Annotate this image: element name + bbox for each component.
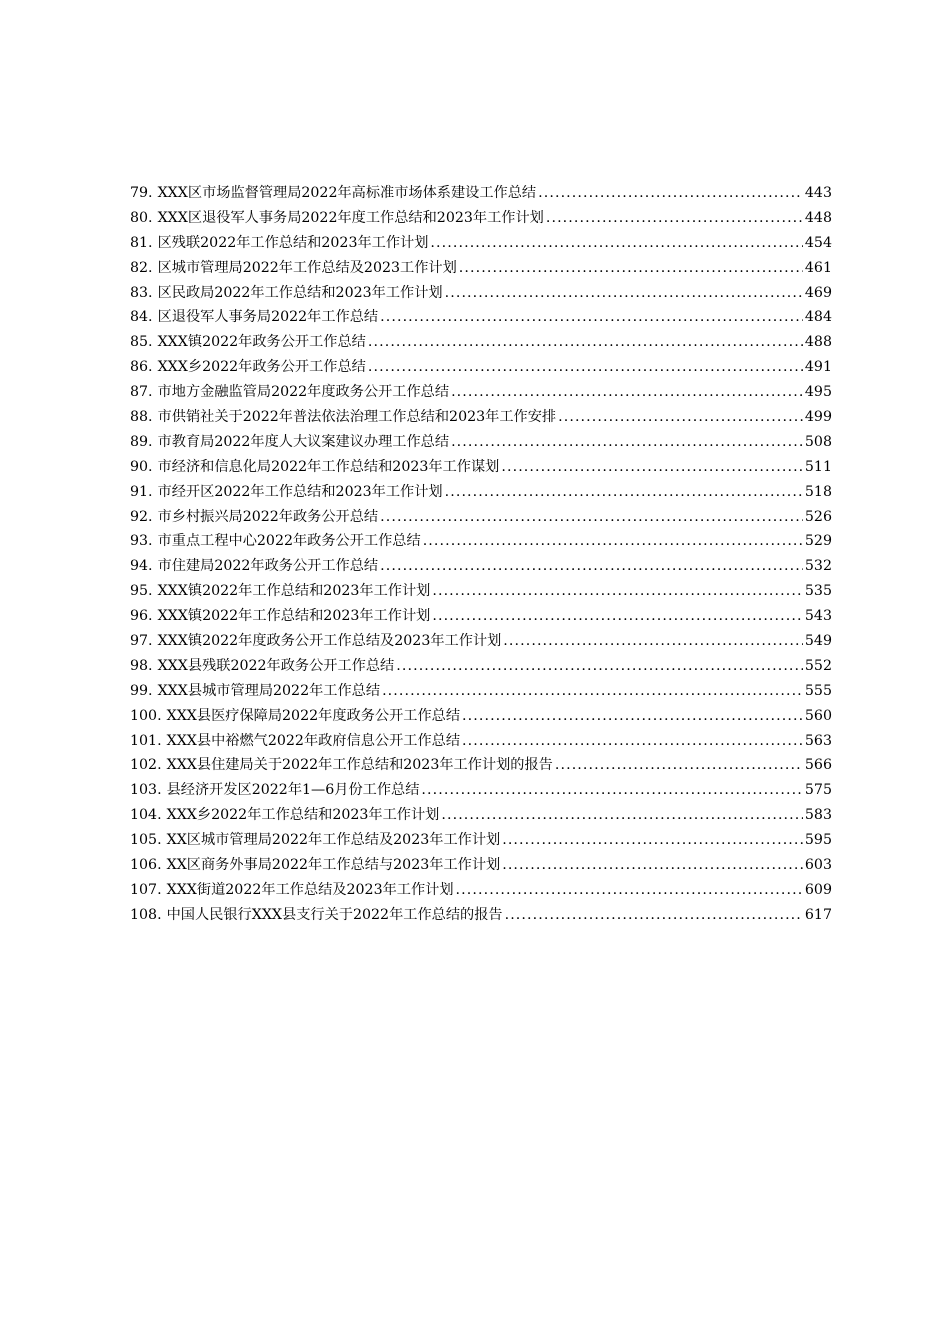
toc-entry-number: 85.: [130, 334, 153, 351]
toc-entry-page-number: 535: [804, 583, 832, 600]
toc-dot-leader: [456, 878, 803, 903]
toc-entry-title: XXX区退役军人事务局2022年度工作总结和2023年工作计划: [157, 209, 544, 226]
toc-entry-title: 市教育局2022年度人大议案建议办理工作总结: [157, 433, 450, 450]
toc-entry[interactable]: [130, 206, 832, 231]
toc-entry[interactable]: [130, 480, 832, 505]
toc-entry-number: 86.: [130, 359, 153, 376]
toc-entry-page-number: 529: [804, 533, 832, 550]
toc-entry[interactable]: [130, 629, 832, 654]
toc-entry[interactable]: [130, 903, 832, 928]
toc-entry-page-number: 511: [804, 458, 832, 475]
toc-entry[interactable]: [130, 405, 832, 430]
toc-dot-leader: [368, 355, 803, 380]
toc-dot-leader: [459, 256, 803, 281]
toc-entry[interactable]: [130, 505, 832, 530]
toc-entry-number: 79.: [130, 185, 153, 201]
toc-dot-leader: [441, 803, 803, 828]
toc-entry-title: XXX县残联2022年政务公开工作总结: [157, 657, 395, 674]
toc-entry-number: 87.: [130, 384, 153, 401]
toc-entry-title: 区民政局2022年工作总结和2023年工作计划: [157, 284, 443, 301]
toc-entry[interactable]: [130, 554, 832, 579]
toc-entry-number: 108.: [130, 906, 162, 923]
toc-entry-number: 102.: [130, 757, 162, 774]
toc-dot-leader: [445, 480, 803, 505]
toc-entry[interactable]: [130, 355, 832, 380]
toc-entry[interactable]: [130, 430, 832, 455]
toc-entry[interactable]: [130, 380, 832, 405]
toc-entry-page-number: 488: [804, 334, 832, 351]
toc-entry-number: 98.: [130, 657, 153, 674]
toc-entry-page-number: 575: [804, 782, 832, 799]
toc-entry[interactable]: [130, 231, 832, 256]
toc-entry[interactable]: [130, 281, 832, 306]
toc-dot-leader: [555, 753, 803, 778]
toc-dot-leader: [380, 305, 803, 330]
toc-entry[interactable]: [130, 853, 832, 878]
toc-entry[interactable]: [130, 679, 832, 704]
toc-entry-number: 91.: [130, 483, 153, 500]
toc-entry-page-number: 609: [804, 881, 832, 898]
toc-entry-title: 县经济开发区2022年1—6月份工作总结: [166, 782, 420, 799]
toc-entry-page-number: 454: [804, 234, 832, 251]
toc-entry[interactable]: [130, 654, 832, 679]
toc-entry[interactable]: [130, 579, 832, 604]
toc-entry[interactable]: [130, 604, 832, 629]
toc-dot-leader: [432, 604, 803, 629]
toc-entry-page-number: 583: [804, 807, 832, 824]
toc-entry-page-number: 595: [804, 832, 832, 849]
toc-entry-number: 99.: [130, 682, 153, 699]
toc-entry-page-number: 555: [804, 682, 832, 699]
toc-entry-title: XXX县中裕燃气2022年政府信息公开工作总结: [166, 732, 461, 749]
toc-entry-title: 市供销社关于2022年普法依法治理工作总结和2023年工作安排: [157, 409, 557, 426]
toc-dot-leader: [423, 529, 803, 554]
toc-entry-title: XXX县城市管理局2022年工作总结: [157, 682, 381, 699]
toc-dot-leader: [380, 554, 803, 579]
toc-entry-page-number: 552: [804, 657, 832, 674]
toc-dot-leader: [382, 679, 803, 704]
toc-entry-page-number: 566: [804, 757, 832, 774]
toc-dot-leader: [505, 903, 803, 928]
toc-entry[interactable]: [130, 878, 832, 903]
toc-entry-title: XXX镇2022年工作总结和2023年工作计划: [157, 608, 431, 625]
toc-entry-title: XX区商务外事局2022年工作总结与2023年工作计划: [166, 857, 501, 874]
toc-entry[interactable]: [130, 181, 832, 206]
toc-entry-number: 92.: [130, 508, 153, 525]
toc-entry-number: 82.: [130, 259, 153, 276]
toc-entry-page-number: 484: [804, 309, 832, 326]
toc-entry-number: 106.: [130, 857, 162, 874]
toc-entry-number: 81.: [130, 234, 153, 251]
toc-entry-title: 区城市管理局2022年工作总结及2023工作计划: [157, 259, 457, 276]
toc-entry-number: 101.: [130, 732, 162, 749]
toc-dot-leader: [462, 729, 803, 754]
toc-entry-title: XXX镇2022年工作总结和2023年工作计划: [157, 583, 431, 600]
toc-entry-title: 市重点工程中心2022年政务公开工作总结: [157, 533, 421, 550]
toc-dot-leader: [502, 853, 803, 878]
toc-dot-leader: [421, 778, 803, 803]
toc-entry-number: 96.: [130, 608, 153, 625]
toc-entry-title: 中国人民银行XXX县支行关于2022年工作总结的报告: [166, 906, 503, 923]
toc-dot-leader: [445, 281, 803, 306]
toc-entry[interactable]: [130, 455, 832, 480]
toc-dot-leader: [430, 231, 802, 256]
toc-entry-page-number: 443: [804, 185, 832, 201]
toc-entry-page-number: 461: [804, 259, 832, 276]
toc-entry-title: 市经开区2022年工作总结和2023年工作计划: [157, 483, 443, 500]
toc-entry-page-number: 532: [804, 558, 832, 575]
toc-entry-title: 市地方金融监管局2022年度政务公开工作总结: [157, 384, 450, 401]
toc-dot-leader: [451, 430, 803, 455]
toc-entry-title: 市住建局2022年政务公开工作总结: [157, 558, 379, 575]
toc-dot-leader: [558, 405, 803, 430]
toc-entry-number: 95.: [130, 583, 153, 600]
toc-entry-number: 89.: [130, 433, 153, 450]
toc-entry-number: 94.: [130, 558, 153, 575]
toc-entry-page-number: 508: [804, 433, 832, 450]
toc-entry-title: XXX镇2022年政务公开工作总结: [157, 334, 366, 351]
toc-entry-number: 97.: [130, 633, 153, 650]
toc-entry[interactable]: [130, 729, 832, 754]
toc-entry[interactable]: [130, 305, 832, 330]
toc-entry-page-number: 495: [804, 384, 832, 401]
toc-entry-number: 83.: [130, 284, 153, 301]
toc-entry-title: XX区城市管理局2022年工作总结及2023年工作计划: [166, 832, 501, 849]
toc-entry-title: XXX区市场监督管理局2022年高标准市场体系建设工作总结: [157, 185, 537, 201]
toc-entry-title: XXX乡2022年工作总结和2023年工作计划: [166, 807, 440, 824]
toc-dot-leader: [380, 505, 803, 530]
toc-entry[interactable]: [130, 256, 832, 281]
toc-entry-number: 107.: [130, 881, 162, 898]
toc-entry[interactable]: [130, 704, 832, 729]
toc-entry-page-number: 543: [804, 608, 832, 625]
toc-entry[interactable]: [130, 529, 832, 554]
toc-dot-leader: [546, 206, 803, 231]
toc-entry-page-number: 560: [804, 707, 832, 724]
toc-dot-leader: [432, 579, 803, 604]
toc-entry-page-number: 563: [804, 732, 832, 749]
table-of-contents: [130, 181, 832, 928]
toc-entry-page-number: 448: [804, 209, 832, 226]
toc-dot-leader: [451, 380, 803, 405]
toc-entry-page-number: 617: [804, 906, 832, 923]
toc-entry-title: XXX县医疗保障局2022年度政务公开工作总结: [166, 707, 461, 724]
toc-entry-number: 100.: [130, 707, 162, 724]
toc-dot-leader: [503, 629, 803, 654]
toc-entry-title: 区残联2022年工作总结和2023年工作计划: [157, 234, 429, 251]
toc-entry-page-number: 526: [804, 508, 832, 525]
toc-entry[interactable]: [130, 753, 832, 778]
toc-entry-title: XXX乡2022年政务公开工作总结: [157, 359, 366, 376]
toc-entry-page-number: 469: [804, 284, 832, 301]
toc-entry-title: 区退役军人事务局2022年工作总结: [157, 309, 379, 326]
toc-entry[interactable]: [130, 330, 832, 355]
toc-entry-number: 88.: [130, 409, 153, 426]
toc-entry-page-number: 549: [804, 633, 832, 650]
toc-dot-leader: [501, 455, 803, 480]
toc-entry-number: 104.: [130, 807, 162, 824]
toc-dot-leader: [538, 181, 803, 206]
toc-entry[interactable]: [130, 778, 832, 803]
toc-entry[interactable]: [130, 828, 832, 853]
toc-dot-leader: [462, 704, 803, 729]
toc-entry-number: 84.: [130, 309, 153, 326]
toc-entry-title: 市乡村振兴局2022年政务公开总结: [157, 508, 379, 525]
toc-entry-number: 80.: [130, 209, 153, 226]
toc-dot-leader: [502, 828, 803, 853]
toc-entry-title: 市经济和信息化局2022年工作总结和2023年工作谋划: [157, 458, 500, 475]
toc-entry-number: 90.: [130, 458, 153, 475]
toc-entry[interactable]: [130, 803, 832, 828]
toc-entry-page-number: 499: [804, 409, 832, 426]
toc-entry-number: 103.: [130, 782, 162, 799]
toc-entry-page-number: 603: [804, 857, 832, 874]
toc-entry-number: 93.: [130, 533, 153, 550]
toc-entry-title: XXX镇2022年度政务公开工作总结及2023年工作计划: [157, 633, 502, 650]
toc-dot-leader: [368, 330, 803, 355]
toc-entry-title: XXX县住建局关于2022年工作总结和2023年工作计划的报告: [166, 757, 553, 774]
toc-entry-page-number: 518: [804, 483, 832, 500]
toc-entry-number: 105.: [130, 832, 162, 849]
toc-dot-leader: [396, 654, 803, 679]
toc-entry-title: XXX街道2022年工作总结及2023年工作计划: [166, 881, 454, 898]
toc-entry-page-number: 491: [804, 359, 832, 376]
